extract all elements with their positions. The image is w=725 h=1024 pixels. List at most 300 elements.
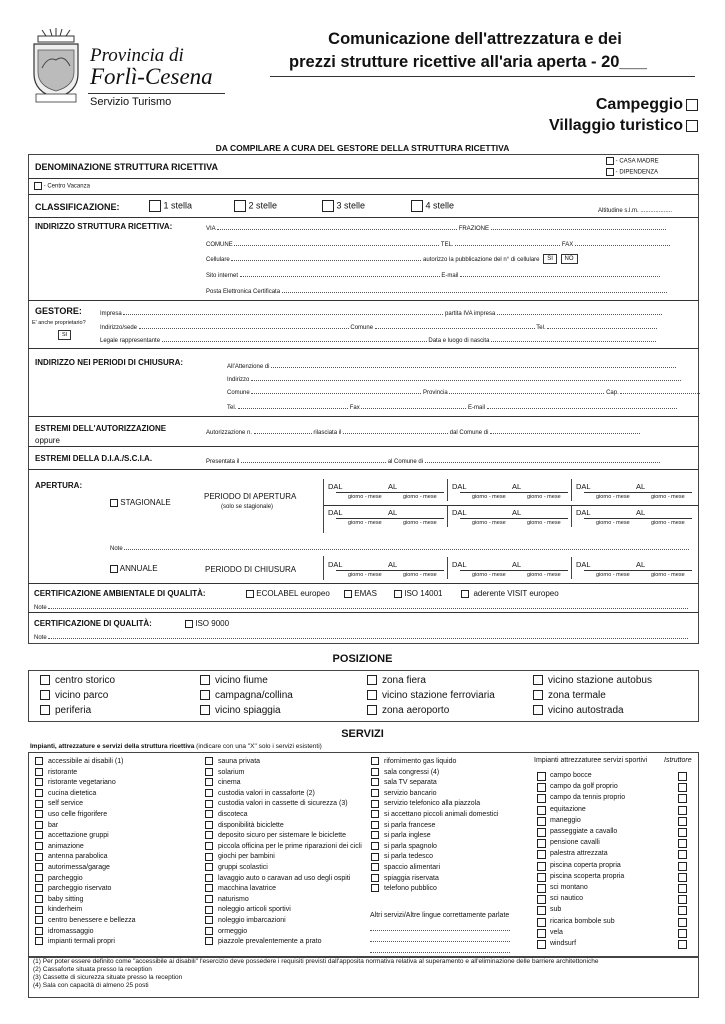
class-4-label: 4 stelle — [425, 200, 455, 211]
servizio-option[interactable] — [205, 895, 249, 904]
servizio-option[interactable] — [205, 789, 315, 798]
sport-title: Impianti attrezzaturee servizi sportivi — [534, 757, 648, 764]
servizio-checkbox[interactable] — [35, 895, 43, 903]
dal-al-input[interactable] — [460, 560, 568, 570]
classificazione-label: CLASSIFICAZIONE: — [35, 202, 120, 212]
servizio-option-label: si parla tedesco — [384, 853, 434, 861]
pec-label: Posta Elettronica Certificata — [206, 289, 281, 295]
istruttore-checkbox[interactable] — [678, 850, 687, 859]
impresa-label: Impresa — [100, 311, 122, 317]
class-1-checkbox[interactable] — [149, 200, 161, 212]
servizio-option[interactable] — [205, 863, 268, 872]
dal-al-input[interactable] — [584, 482, 692, 492]
servizio-checkbox[interactable] — [205, 916, 213, 924]
servizio-checkbox[interactable] — [205, 863, 213, 871]
posizione-checkbox[interactable] — [200, 690, 210, 700]
pec-row[interactable] — [206, 286, 667, 295]
servizio-option[interactable] — [35, 757, 123, 766]
posizione-option[interactable] — [40, 705, 91, 716]
servizi-intro-rest: (indicare con una "X" solo i servizi esistenti) — [194, 743, 322, 750]
servizio-checkbox[interactable] — [371, 810, 379, 818]
servizio-option[interactable] — [371, 874, 439, 883]
sport-checkbox[interactable] — [537, 940, 546, 949]
sport-checkbox[interactable] — [537, 794, 546, 803]
dal-al-input[interactable] — [460, 482, 568, 492]
proprietario-si-box[interactable]: SI — [58, 330, 71, 340]
posizione-option[interactable] — [200, 675, 268, 686]
servizio-checkbox[interactable] — [371, 757, 379, 765]
servizio-option-label: autorimessa/garage — [48, 864, 110, 871]
document-title-line1: Comunicazione dell'attrezzatura e dei — [328, 30, 622, 48]
cellulare-si-box[interactable]: SI — [543, 254, 557, 264]
servizio-checkbox[interactable] — [205, 853, 213, 861]
sport-checkbox[interactable] — [537, 839, 546, 848]
istruttore-checkbox[interactable] — [678, 906, 687, 915]
sport-checkbox[interactable] — [537, 772, 546, 781]
servizio-option[interactable] — [35, 799, 83, 808]
dal-al-input[interactable] — [336, 508, 444, 518]
servizio-option-label: gruppi scolastici — [218, 864, 268, 871]
servizio-checkbox[interactable] — [35, 810, 43, 818]
servizio-checkbox[interactable] — [35, 800, 43, 808]
servizio-option[interactable] — [35, 916, 136, 925]
cellulare-label: Cellulare — [206, 257, 230, 263]
servizio-option[interactable] — [35, 937, 115, 946]
class-4-stelle[interactable] — [411, 200, 454, 212]
cellulare-no-box[interactable]: NO — [561, 254, 578, 264]
footnote: (1) Per poter essere definito come "accessibile ai disabili" l'esercizio deve possedere i requisiti previsti dall'apposita normativa relativa al superamento e all'eliminazione delle barriere architettoniche — [33, 958, 599, 965]
stagionale-checkbox[interactable] — [110, 499, 118, 507]
posizione-checkbox[interactable] — [367, 675, 377, 685]
servizio-checkbox[interactable] — [371, 778, 379, 786]
sport-checkbox[interactable] — [537, 895, 546, 904]
dipendenza-checkbox[interactable] — [606, 168, 614, 176]
servizio-option[interactable] — [371, 768, 439, 777]
istruttore-checkbox[interactable] — [678, 929, 687, 938]
servizio-checkbox[interactable] — [371, 842, 379, 850]
servizio-option[interactable] — [371, 810, 498, 819]
servizio-checkbox[interactable] — [35, 789, 43, 797]
istruttore-checkbox[interactable] — [678, 772, 687, 781]
servizio-checkbox[interactable] — [205, 874, 213, 882]
servizio-option[interactable] — [371, 789, 437, 798]
centro-vacanza-label: - Centro Vacanza — [43, 183, 90, 190]
legale-row[interactable] — [100, 335, 656, 344]
posizione-checkbox[interactable] — [533, 675, 543, 685]
gestore-tel-label: Tel. — [536, 325, 546, 331]
posizione-checkbox[interactable] — [367, 705, 377, 715]
oppure-label: oppure — [35, 436, 60, 445]
servizio-option[interactable] — [205, 799, 348, 808]
cert-qual-note-row[interactable] — [34, 632, 688, 641]
servizio-checkbox[interactable] — [205, 810, 213, 818]
dal-label: DAL — [576, 482, 591, 491]
type-villaggio[interactable] — [549, 117, 698, 135]
servizio-option-label: ristorante — [48, 768, 78, 776]
via-label: VIA — [206, 226, 216, 232]
posizione-option[interactable] — [533, 675, 652, 686]
servizio-option[interactable] — [35, 768, 77, 777]
posizione-option[interactable] — [367, 690, 495, 701]
servizio-checkbox[interactable] — [35, 937, 43, 945]
servizio-option[interactable] — [35, 895, 83, 904]
servizio-checkbox[interactable] — [205, 821, 213, 829]
sport-option-label: sci montano — [550, 884, 588, 891]
servizio-checkbox[interactable] — [371, 884, 379, 892]
servizio-option[interactable] — [35, 810, 107, 819]
sport-checkbox[interactable] — [537, 873, 546, 882]
servizi-intro — [30, 743, 322, 750]
chiusura-comune-label: Comune — [227, 390, 250, 396]
servizio-checkbox[interactable] — [205, 906, 213, 914]
servizio-checkbox[interactable] — [205, 800, 213, 808]
servizio-option[interactable] — [371, 757, 456, 766]
servizio-checkbox[interactable] — [205, 937, 213, 945]
sport-checkbox[interactable] — [537, 906, 546, 915]
servizio-option[interactable] — [371, 799, 480, 808]
iso14001-label: ISO 14001 — [404, 589, 443, 598]
posizione-option[interactable] — [367, 705, 449, 716]
servizio-checkbox[interactable] — [371, 863, 379, 871]
sport-option-label: maneggio — [550, 816, 581, 824]
sport-checkbox[interactable] — [537, 783, 546, 792]
servizio-option[interactable] — [35, 874, 83, 883]
al-label: AL — [512, 508, 522, 517]
servizio-option[interactable] — [371, 831, 431, 840]
posizione-option-label: vicino parco — [55, 690, 109, 701]
apertura-note-row[interactable] — [110, 543, 689, 552]
emas-checkbox[interactable] — [344, 590, 352, 598]
al-label: AL — [636, 482, 646, 491]
servizio-option[interactable] — [35, 884, 111, 893]
iso9000-option[interactable] — [185, 619, 229, 628]
servizi-intro-bold: Impianti, attrezzature e servizi della struttura ricettiva — [30, 743, 195, 750]
dal-al-input[interactable] — [584, 560, 692, 570]
servizio-checkbox[interactable] — [371, 800, 379, 808]
servizio-checkbox[interactable] — [371, 874, 379, 882]
chiusura-indirizzo-label: Indirizzo — [227, 377, 250, 383]
giorno-mese-label: giorno - mese — [651, 572, 685, 578]
servizio-checkbox[interactable] — [35, 874, 43, 882]
annuale-label: ANNUALE — [119, 564, 158, 573]
istruttore-checkbox[interactable] — [678, 817, 687, 826]
servizio-checkbox[interactable] — [205, 789, 213, 797]
servizio-option-label: deposito sicuro per sistemare le biciclette — [218, 832, 347, 840]
visit-option[interactable] — [461, 589, 559, 598]
servizio-option[interactable] — [205, 842, 362, 851]
stagionale-option[interactable] — [110, 498, 171, 507]
centro-vacanza-checkbox[interactable] — [34, 182, 42, 190]
solo-stagionale-label: (solo se stagionale) — [221, 504, 274, 510]
servizio-option[interactable] — [205, 778, 241, 787]
type-campeggio-label: Campeggio — [595, 96, 683, 113]
dal-al-input[interactable] — [336, 560, 444, 570]
ecolabel-checkbox[interactable] — [246, 590, 254, 598]
servizio-option[interactable] — [35, 821, 58, 830]
document-title-line2: prezzi strutture ricettive all'aria aperta - 20___ — [289, 53, 647, 71]
istruttore-checkbox[interactable] — [678, 862, 687, 871]
servizio-option[interactable] — [205, 757, 260, 766]
data-luogo-label: Data e luogo di nascita — [428, 338, 490, 344]
dal-al-input[interactable] — [336, 482, 444, 492]
dal-al-input[interactable] — [460, 508, 568, 518]
servizio-option[interactable] — [371, 863, 440, 872]
servizio-checkbox[interactable] — [35, 927, 43, 935]
giorno-mese-label: giorno - mese — [596, 520, 630, 526]
servizio-option[interactable] — [35, 778, 116, 787]
servizio-checkbox[interactable] — [35, 916, 43, 924]
class-1-stella[interactable] — [149, 200, 192, 212]
cellulare-row[interactable] — [206, 254, 578, 264]
istruttore-checkbox[interactable] — [678, 873, 687, 882]
posizione-checkbox[interactable] — [533, 690, 543, 700]
villaggio-checkbox[interactable] — [686, 120, 698, 132]
sport-option-label: campo da golf proprio — [550, 783, 618, 791]
chiusura-tel-row[interactable] — [227, 402, 677, 411]
posizione-checkbox[interactable] — [533, 705, 543, 715]
servizio-option[interactable] — [205, 768, 244, 777]
chiusura-provincia-label: Provincia — [423, 390, 448, 396]
giorno-mese-label: giorno - mese — [527, 572, 561, 578]
posizione-option[interactable] — [200, 690, 293, 701]
ecolabel-option[interactable] — [246, 589, 330, 598]
sport-checkbox[interactable] — [537, 884, 546, 893]
class-3-stelle[interactable] — [322, 200, 365, 212]
servizio-option[interactable] — [371, 842, 437, 851]
autorizzazione-row[interactable] — [206, 427, 640, 436]
servizio-checkbox[interactable] — [205, 927, 213, 935]
servizio-option[interactable] — [205, 905, 291, 914]
servizio-checkbox[interactable] — [371, 789, 379, 797]
servizio-option-label: cinema — [218, 779, 241, 787]
servizio-option-label: servizio bancario — [384, 789, 437, 797]
istruttore-checkbox[interactable] — [678, 783, 687, 792]
sito-row[interactable] — [206, 270, 688, 279]
attenzione-label: All'Attenzione di — [227, 364, 270, 370]
sport-checkbox[interactable] — [537, 806, 546, 815]
impresa-row[interactable] — [100, 308, 662, 317]
servizio-checkbox[interactable] — [371, 831, 379, 839]
servizio-option[interactable] — [35, 831, 109, 840]
servizio-option[interactable] — [35, 852, 108, 861]
casa-madre-option[interactable] — [606, 157, 659, 165]
servizio-checkbox[interactable] — [371, 821, 379, 829]
fax-label: FAX — [561, 242, 574, 248]
piva-label: partita IVA impresa — [445, 311, 496, 317]
servizio-checkbox[interactable] — [35, 853, 43, 861]
dal-label: DAL — [576, 560, 591, 569]
servizio-option-label: lavaggio auto o caravan ad uso degli ospiti — [218, 874, 351, 882]
posizione-option[interactable] — [533, 705, 624, 716]
posizione-option[interactable] — [533, 690, 606, 701]
istruttore-checkbox[interactable] — [678, 806, 687, 815]
tel-label: TEL. — [440, 242, 454, 248]
servizio-checkbox[interactable] — [205, 884, 213, 892]
sport-checkbox[interactable] — [537, 929, 546, 938]
servizio-checkbox[interactable] — [35, 863, 43, 871]
iso9000-checkbox[interactable] — [185, 620, 193, 628]
istruttore-checkbox[interactable] — [678, 794, 687, 803]
cert-qualita-label: CERTIFICAZIONE DI QUALITÀ: — [34, 619, 152, 628]
servizio-option[interactable] — [205, 884, 276, 893]
sport-checkbox[interactable] — [537, 817, 546, 826]
posizione-checkbox[interactable] — [40, 675, 50, 685]
servizio-option[interactable] — [205, 916, 286, 925]
visit-label: aderente VISIT europeo — [473, 589, 559, 598]
istruttore-checkbox[interactable] — [678, 918, 687, 927]
istruttore-checkbox[interactable] — [678, 884, 687, 893]
posizione-checkbox[interactable] — [200, 675, 210, 685]
campeggio-checkbox[interactable] — [686, 99, 698, 111]
servizio-option-label: sauna privata — [218, 758, 261, 765]
frazione-label: FRAZIONE — [458, 226, 490, 232]
posizione-checkbox[interactable] — [40, 705, 50, 715]
casa-madre-checkbox[interactable] — [606, 157, 614, 165]
servizio-option-label: ormeggio — [218, 927, 248, 935]
servizio-checkbox[interactable] — [205, 757, 213, 765]
servizio-checkbox[interactable] — [35, 757, 43, 765]
dal-al-input[interactable] — [584, 508, 692, 518]
sport-option-label: sub — [550, 906, 562, 914]
servizio-option-label: spiaggia riservata — [384, 874, 439, 882]
servizio-option-label: solarium — [218, 768, 245, 776]
posizione-option[interactable] — [40, 675, 115, 686]
apertura-note-label: Note — [110, 546, 123, 552]
sport-checkbox[interactable] — [537, 918, 546, 927]
dipendenza-option[interactable] — [606, 168, 658, 176]
posizione-option[interactable] — [367, 675, 426, 686]
annuale-option[interactable] — [110, 564, 158, 573]
servizio-option[interactable] — [35, 789, 96, 798]
istruttore-checkbox[interactable] — [678, 940, 687, 949]
servizio-checkbox[interactable] — [35, 842, 43, 850]
servizio-checkbox[interactable] — [205, 778, 213, 786]
servizio-checkbox[interactable] — [205, 768, 213, 776]
class-3-checkbox[interactable] — [322, 200, 334, 212]
giorno-mese-label: giorno - mese — [348, 572, 382, 578]
servizio-option[interactable] — [205, 821, 284, 830]
cert-amb-note-row[interactable] — [34, 602, 688, 611]
servizio-checkbox[interactable] — [205, 895, 213, 903]
sport-option-label: palestra attrezzata — [550, 850, 608, 858]
servizio-option[interactable] — [371, 778, 437, 787]
altitudine-field[interactable]: Altitudine s.l.m. ................... — [598, 208, 673, 214]
servizio-checkbox[interactable] — [205, 831, 213, 839]
form-subtitle: DA COMPILARE A CURA DEL GESTORE DELLA STRUTTURA RICETTIVA — [215, 143, 510, 153]
class-2-stelle[interactable] — [234, 200, 277, 212]
sport-option-label: equitazione — [550, 805, 586, 813]
servizio-option[interactable] — [35, 842, 84, 851]
posizione-checkbox[interactable] — [40, 690, 50, 700]
posizione-checkbox[interactable] — [200, 705, 210, 715]
servizio-option[interactable] — [205, 937, 322, 946]
sport-checkbox[interactable] — [537, 828, 546, 837]
sport-option-label: passeggiate a cavallo — [550, 828, 618, 835]
centro-vacanza-option[interactable] — [34, 182, 90, 190]
presentata-label: Presentata il — [206, 459, 240, 465]
class-2-checkbox[interactable] — [234, 200, 246, 212]
chiusura-comune-row[interactable] — [227, 387, 700, 396]
servizio-option[interactable] — [35, 863, 110, 872]
posizione-option-label: centro storico — [55, 675, 116, 686]
servizio-option[interactable] — [205, 852, 275, 861]
servizio-option[interactable] — [371, 821, 435, 830]
servizio-option-label: uso celle frigorifere — [48, 811, 108, 818]
province-name-line2: Forlì-Cesena — [90, 64, 213, 89]
istruttore-checkbox[interactable] — [678, 895, 687, 904]
servizio-option[interactable] — [205, 831, 346, 840]
comune-row[interactable] — [206, 239, 688, 248]
sede-row[interactable] — [100, 322, 657, 331]
servizio-option-label: giochi per bambini — [218, 853, 275, 861]
posizione-option[interactable] — [40, 690, 108, 701]
comune-label: COMUNE — [206, 242, 233, 248]
servizio-checkbox[interactable] — [35, 821, 43, 829]
posizione-option-label: vicino autostrada — [548, 705, 624, 716]
servizio-checkbox[interactable] — [35, 778, 43, 786]
servizio-option-label: bar — [48, 821, 59, 829]
posizione-option-label: vicino spiaggia — [215, 705, 281, 716]
emas-option[interactable] — [344, 589, 377, 598]
servizio-option-label: si accettano piccoli animali domestici — [384, 811, 499, 818]
visit-checkbox[interactable] — [461, 590, 469, 598]
chiusura-indirizzo-row[interactable] — [227, 374, 681, 383]
dia-label: ESTREMI DELLA D.I.A./S.C.I.A. — [35, 454, 153, 463]
servizio-option-label: disponibilità biciclette — [218, 821, 284, 829]
type-campeggio[interactable] — [596, 96, 698, 114]
istruttore-checkbox[interactable] — [678, 828, 687, 837]
servizio-checkbox[interactable] — [35, 831, 43, 839]
dia-row[interactable] — [206, 456, 660, 465]
posizione-option[interactable] — [200, 705, 281, 716]
altri-servizi-lines[interactable] — [370, 924, 510, 953]
servizio-option-label: kinderheim — [48, 906, 83, 914]
servizio-checkbox[interactable] — [371, 768, 379, 776]
via-row[interactable] — [206, 223, 688, 232]
posizione-option-label: zona termale — [548, 690, 606, 701]
servizio-checkbox[interactable] — [371, 853, 379, 861]
servizio-checkbox[interactable] — [35, 906, 43, 914]
istruttore-checkbox[interactable] — [678, 839, 687, 848]
servizio-option[interactable] — [35, 927, 94, 936]
attenzione-row[interactable] — [227, 361, 676, 370]
chiusura-cap-label: Cap. — [606, 390, 619, 396]
sito-label: Sito internet — [206, 273, 239, 279]
servizio-checkbox[interactable] — [35, 768, 43, 776]
sport-checkbox[interactable] — [537, 862, 546, 871]
iso14001-checkbox[interactable] — [394, 590, 402, 598]
servizio-option-label: cucina dietetica — [48, 789, 97, 797]
annuale-checkbox[interactable] — [110, 565, 118, 573]
servizio-option[interactable] — [205, 874, 350, 883]
servizio-option-label: rifornimento gas liquido — [384, 758, 457, 765]
iso14001-option[interactable] — [394, 589, 442, 598]
al-label: AL — [388, 560, 398, 569]
servizio-checkbox[interactable] — [205, 842, 213, 850]
dal-label: DAL — [328, 482, 343, 491]
sport-checkbox[interactable] — [537, 850, 546, 859]
servizio-option[interactable] — [205, 927, 247, 936]
service-name: Servizio Turismo — [90, 96, 172, 108]
servizio-option[interactable] — [205, 810, 248, 819]
servizio-option[interactable] — [371, 852, 433, 861]
class-4-checkbox[interactable] — [411, 200, 423, 212]
servizio-option[interactable] — [371, 884, 437, 893]
posizione-checkbox[interactable] — [367, 690, 377, 700]
servizio-checkbox[interactable] — [35, 884, 43, 892]
servizio-option[interactable] — [35, 905, 82, 914]
sede-label: Indirizzo/sede — [100, 325, 138, 331]
